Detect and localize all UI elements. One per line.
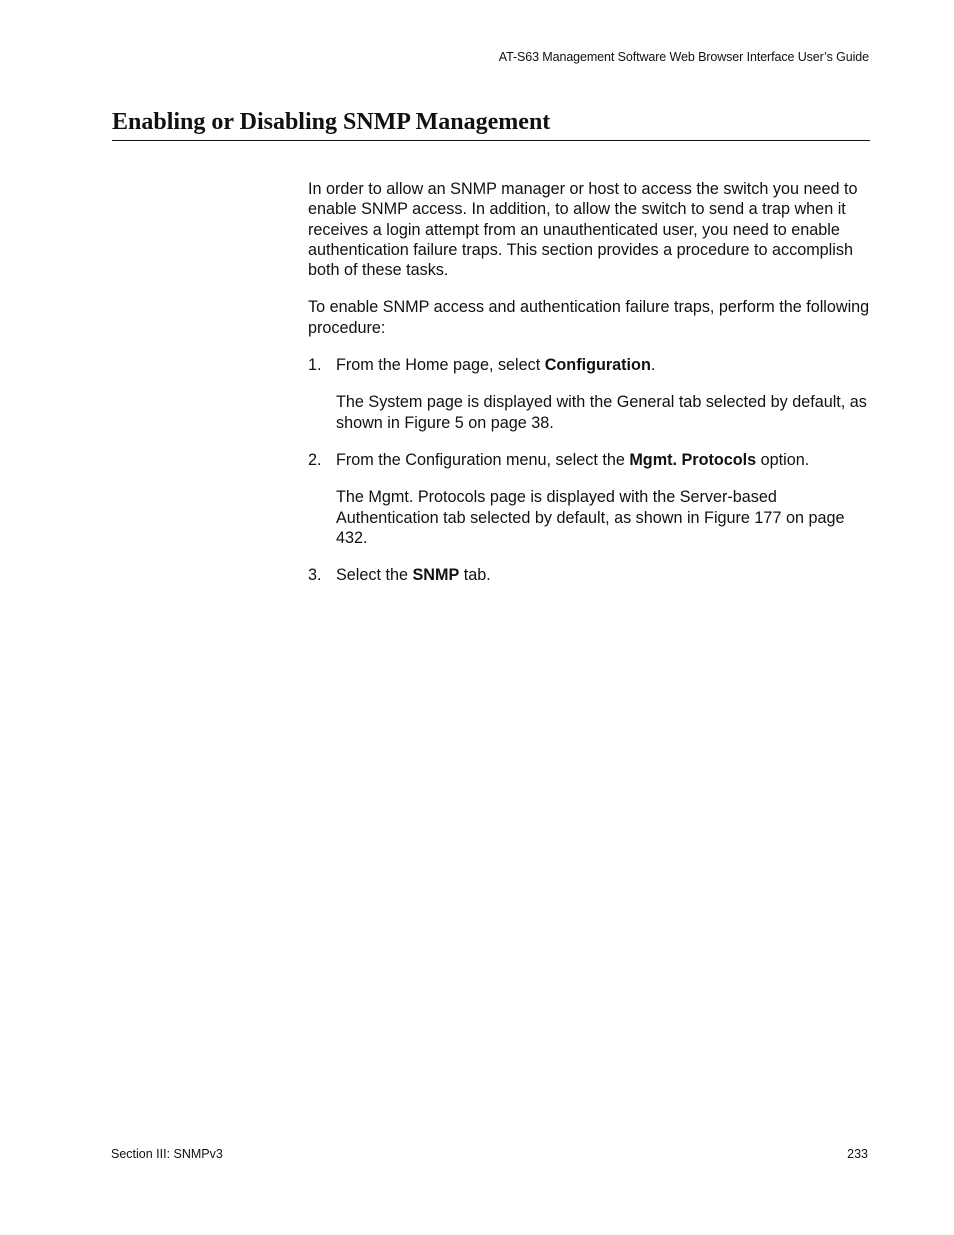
section-title: Enabling or Disabling SNMP Management: [112, 109, 551, 135]
footer-page-number: 233: [847, 1147, 868, 1161]
step-text-end: .: [650, 356, 656, 375]
step-number: 3.: [308, 566, 322, 585]
body-content: [308, 179, 873, 602]
step-3: [308, 565, 873, 585]
step-text: From the Home page, select: [336, 356, 545, 375]
footer-section-label: Section III: SNMPv3: [111, 1147, 223, 1161]
step-2: [308, 450, 873, 470]
step-number: 2.: [308, 450, 322, 469]
step-bold-term: SNMP: [412, 566, 460, 585]
step-2-note: The Mgmt. Protocols page is displayed with the Server-based Authentication tab selected by default, as shown in Figure 177 on page 432.: [336, 488, 845, 547]
intro-paragraph: In order to allow an SNMP manager or host to access the switch you need to enable SNMP access. In addition, to allow the switch to send a trap when it receives a login attempt from an unauthenticated user, you need to enable authentication failure traps. This section provides a procedure to accomplish both of these tasks.: [308, 180, 858, 280]
step-1-note: The System page is displayed with the General tab selected by default, as shown in Figure 5 on page 38.: [336, 393, 867, 432]
step-text-end: option.: [756, 450, 810, 469]
step-bold-term: Configuration: [544, 356, 651, 375]
procedure-intro: To enable SNMP access and authentication failure traps, perform the following procedure:: [308, 298, 870, 337]
step-text: From the Configuration menu, select the: [336, 450, 630, 469]
title-rule: [112, 140, 870, 141]
step-bold-term: Mgmt. Protocols: [629, 450, 757, 469]
step-text-end: tab.: [459, 566, 491, 585]
running-header: AT-S63 Management Software Web Browser Interface User’s Guide: [498, 50, 869, 64]
step-text: Select the: [336, 566, 413, 585]
step-1: [308, 355, 873, 375]
step-number: 1.: [308, 356, 322, 375]
